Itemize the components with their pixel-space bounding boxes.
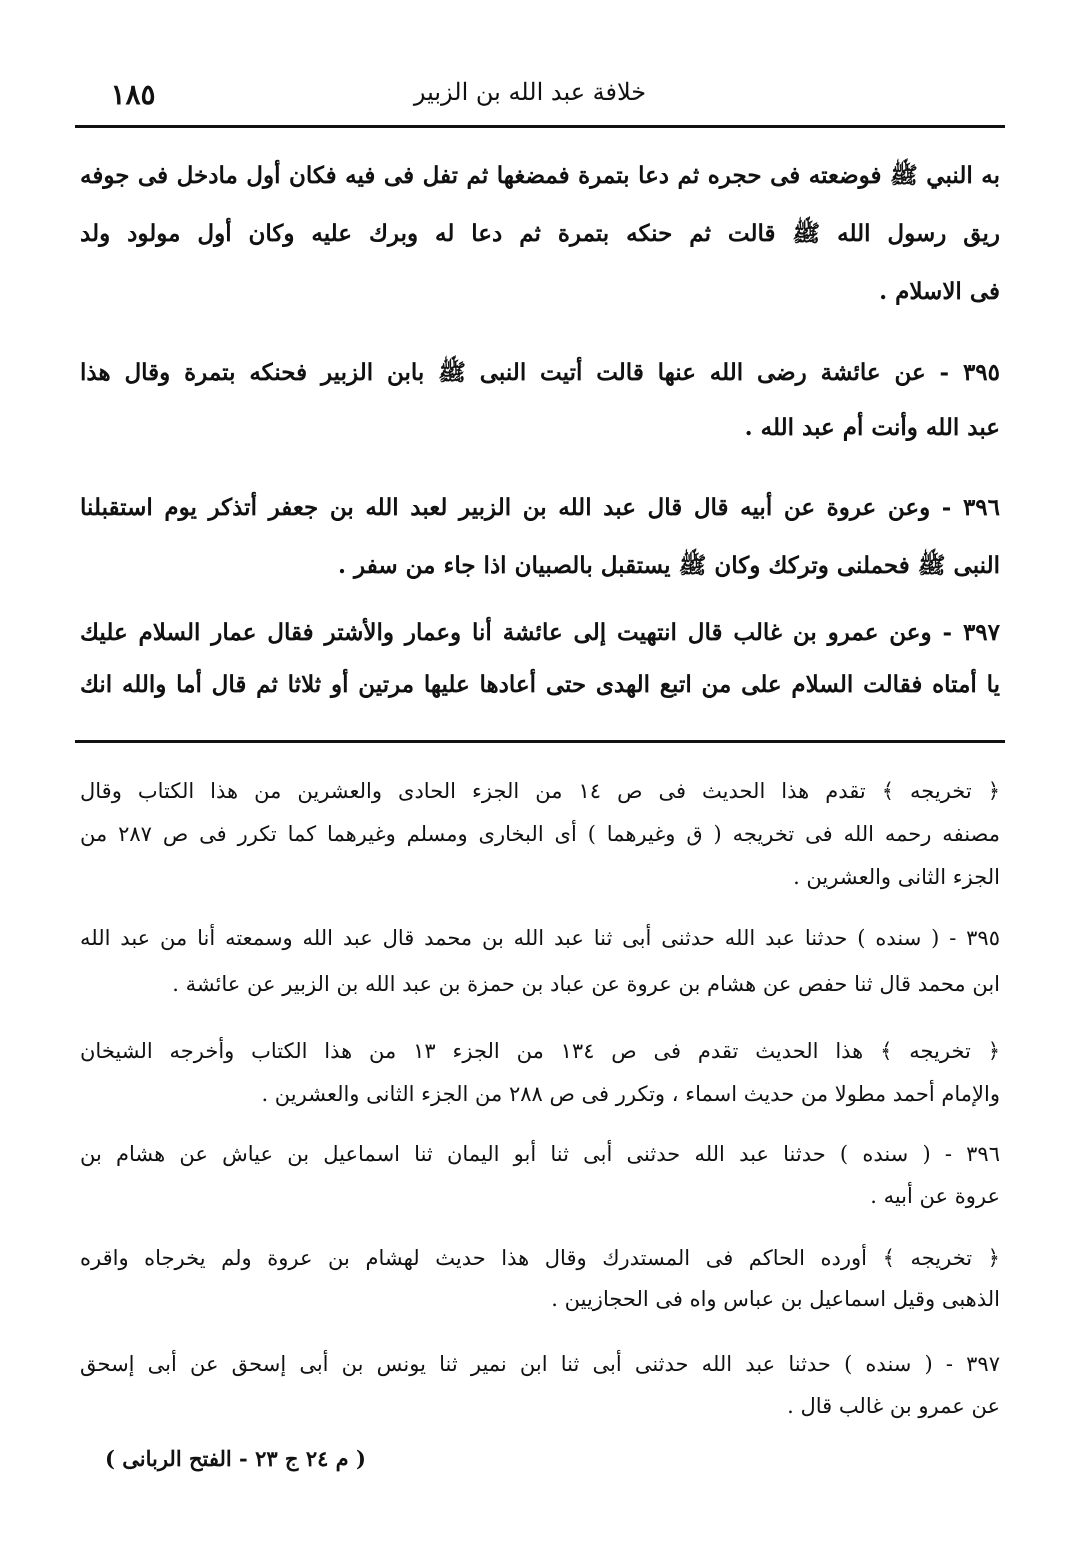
footnote-line: الذهبى وقيل اسماعيل بن عباس واه فى الحجازيين . (551, 1287, 1000, 1311)
footnote-line: ابن محمد قال ثنا حفص عن هشام بن عروة عن عباد بن حمزة بن عبد الله بن الزبير عن عائشة . (172, 972, 1000, 996)
header-rule (75, 125, 1005, 128)
footnote-line: عروة عن أبيه . (870, 1184, 1000, 1208)
main-text-line: ريق رسول الله ﷺ قالت ثم حنكه بتمرة ثم دعا له وبرك عليه وكان أول مولود ولد (80, 220, 1000, 247)
footnote-line: ﴿ تخريجه ﴾ أورده الحاكم فى المستدرك وقال هذا حديث لهشام بن عروة ولم يخرجاه واقره (80, 1246, 1000, 1270)
footnote-line: والإمام أحمد مطولا من حديث اسماء ، وتكرر فى ص ٢٨٨ من الجزء الثانى والعشرين . (261, 1082, 1000, 1106)
footnote-line: مصنفه رحمه الله فى تخريجه ( ق وغيرهما ) أى البخارى ومسلم وغيرهما كما تكرر فى ص ٢٨٧ من (80, 822, 1000, 846)
footnote-separator-rule (75, 740, 1005, 743)
hadith-395-line: عبد الله وأنت أم عبد الله . (744, 414, 1000, 441)
footnote-line: ﴿ تخريجه ﴾ هذا الحديث تقدم فى ص ١٣٤ من الجزء ١٣ من هذا الكتاب وأخرجه الشيخان (80, 1039, 1000, 1063)
main-text-line: فى الاسلام . (879, 278, 1000, 305)
footer-signature: ( م ٢٤ ج ٢٣ - الفتح الربانى ) (105, 1446, 366, 1471)
page-number: ١٨٥ (110, 78, 156, 111)
hadith-396-line: النبى ﷺ فحملنى وتركك وكان ﷺ يستقبل بالصبيان اذا جاء من سفر . (338, 552, 1000, 579)
footnote-line: ٣٩٦ - ( سنده ) حدثنا عبد الله حدثنى أبى ثنا أبو اليمان ثنا اسماعيل بن عياش عن هشام بن (80, 1142, 1000, 1166)
hadith-395-line: ٣٩٥ - عن عائشة رضى الله عنها قالت أتيت النبى ﷺ بابن الزبير فحنكه بتمرة وقال هذا (80, 359, 1000, 386)
footnote-line: ﴿ تخريجه ﴾ تقدم هذا الحديث فى ص ١٤ من الجزء الحادى والعشرين من هذا الكتاب وقال (80, 779, 1000, 803)
hadith-397-line: ٣٩٧ - وعن عمرو بن غالب قال انتهيت إلى عائشة أنا وعمار والأشتر فقال عمار السلام عليك (80, 619, 1000, 646)
footnote-line: عن عمرو بن غالب قال . (787, 1394, 1000, 1418)
hadith-397-line: يا أمتاه فقالت السلام على من اتبع الهدى حتى أعادها عليها مرتين أو ثلاثا ثم قال أما والله انك (80, 671, 1000, 698)
footnote-line: ٣٩٧ - ( سنده ) حدثنا عبد الله حدثنى أبى ثنا ابن نمير ثنا يونس بن أبى إسحق عن أبى إسحق (80, 1352, 1000, 1376)
hadith-396-line: ٣٩٦ - وعن عروة عن أبيه قال قال عبد الله بن الزبير لعبد الله بن جعفر أتذكر يوم استقبلنا (80, 494, 1000, 521)
footnote-line: الجزء الثانى والعشرين . (793, 865, 1000, 889)
main-text-line: به النبي ﷺ فوضعته فى حجره ثم دعا بتمرة فمضغها ثم تفل فى فيه فكان أول مادخل فى جوفه (80, 162, 1000, 189)
running-header-title: خلافة عبد الله بن الزبير (413, 78, 647, 106)
footnote-line: ٣٩٥ - ( سنده ) حدثنا عبد الله حدثنى أبى ثنا عبد الله بن محمد قال عبد الله وسمعته أنا من عبد الله (80, 926, 1000, 950)
